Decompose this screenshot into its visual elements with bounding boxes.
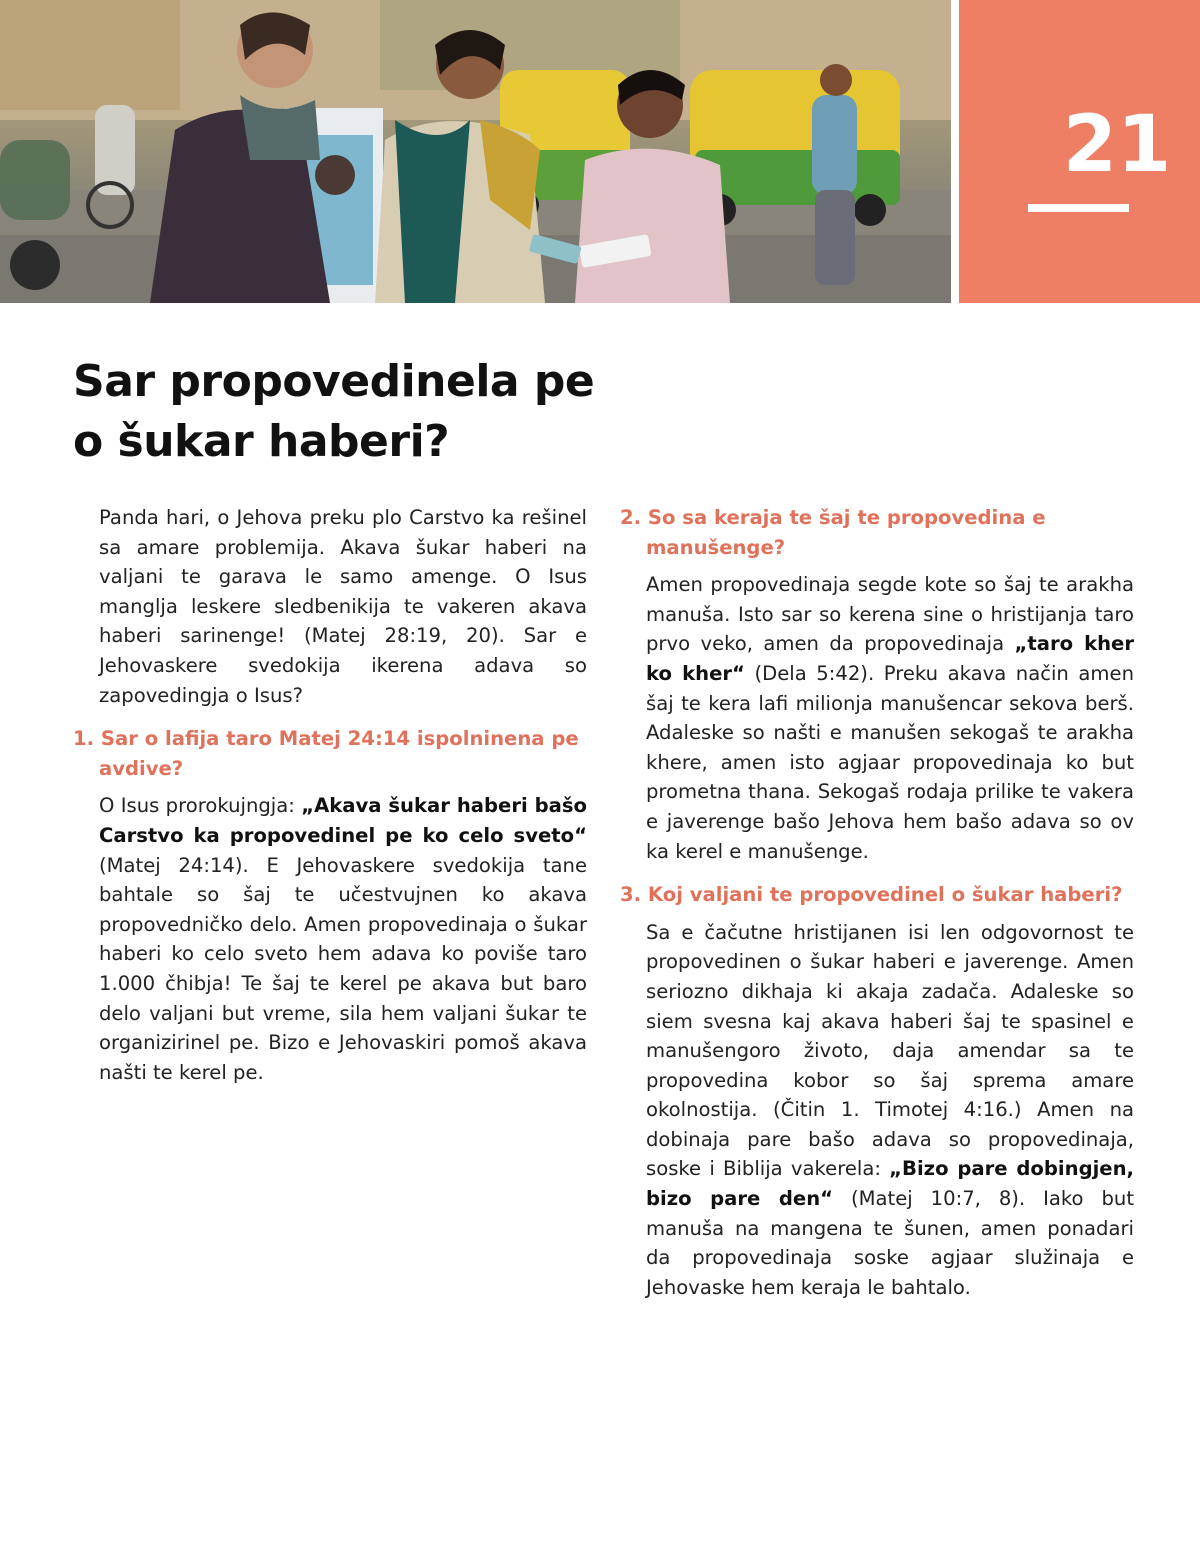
question-1-number: 1. xyxy=(73,727,95,751)
answer-2-quote: „taro kher ko kher“ xyxy=(646,632,1134,685)
question-3-number: 3. xyxy=(620,883,642,907)
answer-3-text-before: Sa e čačutne hristijanen isi len odgovornost te propovedinen o šukar haberi e javerenge. Amen seriozno dikhaja ki akaja zadača. Adaleske so siem svesna kaj akava haberi šaj te spasinel e manušengoro životo, daja amendar sa te propovedina kobor so šaj sprema amare okolnostija. (Čitin 1. Timotej 4:16.) Amen na dobinaja pare bašo adava so propovedinaja, soske i Biblija vakerela: xyxy=(646,920,1134,1181)
answer-3-quote: „Bizo pare dobingjen, bizo pare den“ xyxy=(646,1157,1134,1211)
left-column xyxy=(73,503,587,1087)
chapter-underline xyxy=(1028,204,1129,212)
street-scene-illustration xyxy=(0,0,951,303)
question-1 xyxy=(73,724,587,783)
answer-1-text-after: (Matej 24:14). E Jehovaskere svedokija tane bahtale so šaj te učestvujnen ko akava propovedničko delo. Amen propovedinaja o šukar haberi ko celo sveto hem adava ko poviše taro 1.000 čhibja! Te šaj te kerel pe akava but baro delo valjani but vreme, sila hem valjani šukar te organizirinel pe. Bizo e Jehovaskiri pomoš akava našti te kerel pe. xyxy=(99,853,587,1084)
question-3-text: Koj valjani te propovedinel o šukar haberi? xyxy=(647,883,1123,907)
answer-1-paragraph xyxy=(73,791,587,1087)
answer-2-text-after: (Dela 5:42). Preku akava način amen šaj te kera lafi milionja manušencar sekova berš. Adaleske so našti e manušen sekogaš te arakha khere, amen isto agjaar propovedinaja ko but prometna thana. Sekogaš rodaja prilike te vakera e javerenge bašo Jehova hem bašo adava so ov ka kerel e manušenge. xyxy=(646,661,1134,863)
chapter-badge xyxy=(959,0,1200,303)
intro-paragraph: Panda hari, o Jehova preku plo Carstvo ka rešinel sa amare problemija. Akava šukar haberi na valjani te garava le samo amenge. O Isus manglja leskere sledbenikija te vakeren akava haberi sarinenge! (Matej 28:19, 20). Sar e Jehovaskere svedokija ikerena adava so zapovedingja o Isus? xyxy=(99,506,587,707)
answer-1-text-before: O Isus prorokujngja: xyxy=(99,794,302,818)
right-column xyxy=(620,503,1134,1302)
chapter-number: 21 xyxy=(1062,100,1172,190)
answer-2-text-before: Amen propovedinaja segde kote so šaj te arakha manuša. Isto sar so kerena sine o hristijanja taro prvo veko, amen da propovedinaja xyxy=(646,573,1134,656)
answer-3-paragraph xyxy=(620,918,1134,1303)
question-2 xyxy=(620,503,1134,562)
question-2-text: So sa keraja te šaj te propovedina e manušenge? xyxy=(646,506,1046,559)
page-title-line-1: Sar propovedinela pe xyxy=(73,356,595,407)
question-3 xyxy=(620,880,1134,910)
hero-photo xyxy=(0,0,951,303)
answer-1-quote: „Akava šukar haberi bašo Carstvo ka propovedinel pe ko celo sveto“ xyxy=(99,794,587,847)
page-title xyxy=(73,352,693,472)
answer-3-text-after: (Matej 10:7, 8). Iako but manuša na mangena te šunen, amen ponadari da propovedinaja soske agjaar služinaja e Jehovaske hem keraja le bahtalo. xyxy=(646,1187,1135,1299)
question-1-text: Sar o lafija taro Matej 24:14 ispolninena pe avdive? xyxy=(99,727,579,780)
question-2-number: 2. xyxy=(620,506,642,529)
answer-2-paragraph xyxy=(620,570,1134,866)
page-title-line-2: o šukar haberi? xyxy=(73,416,450,467)
